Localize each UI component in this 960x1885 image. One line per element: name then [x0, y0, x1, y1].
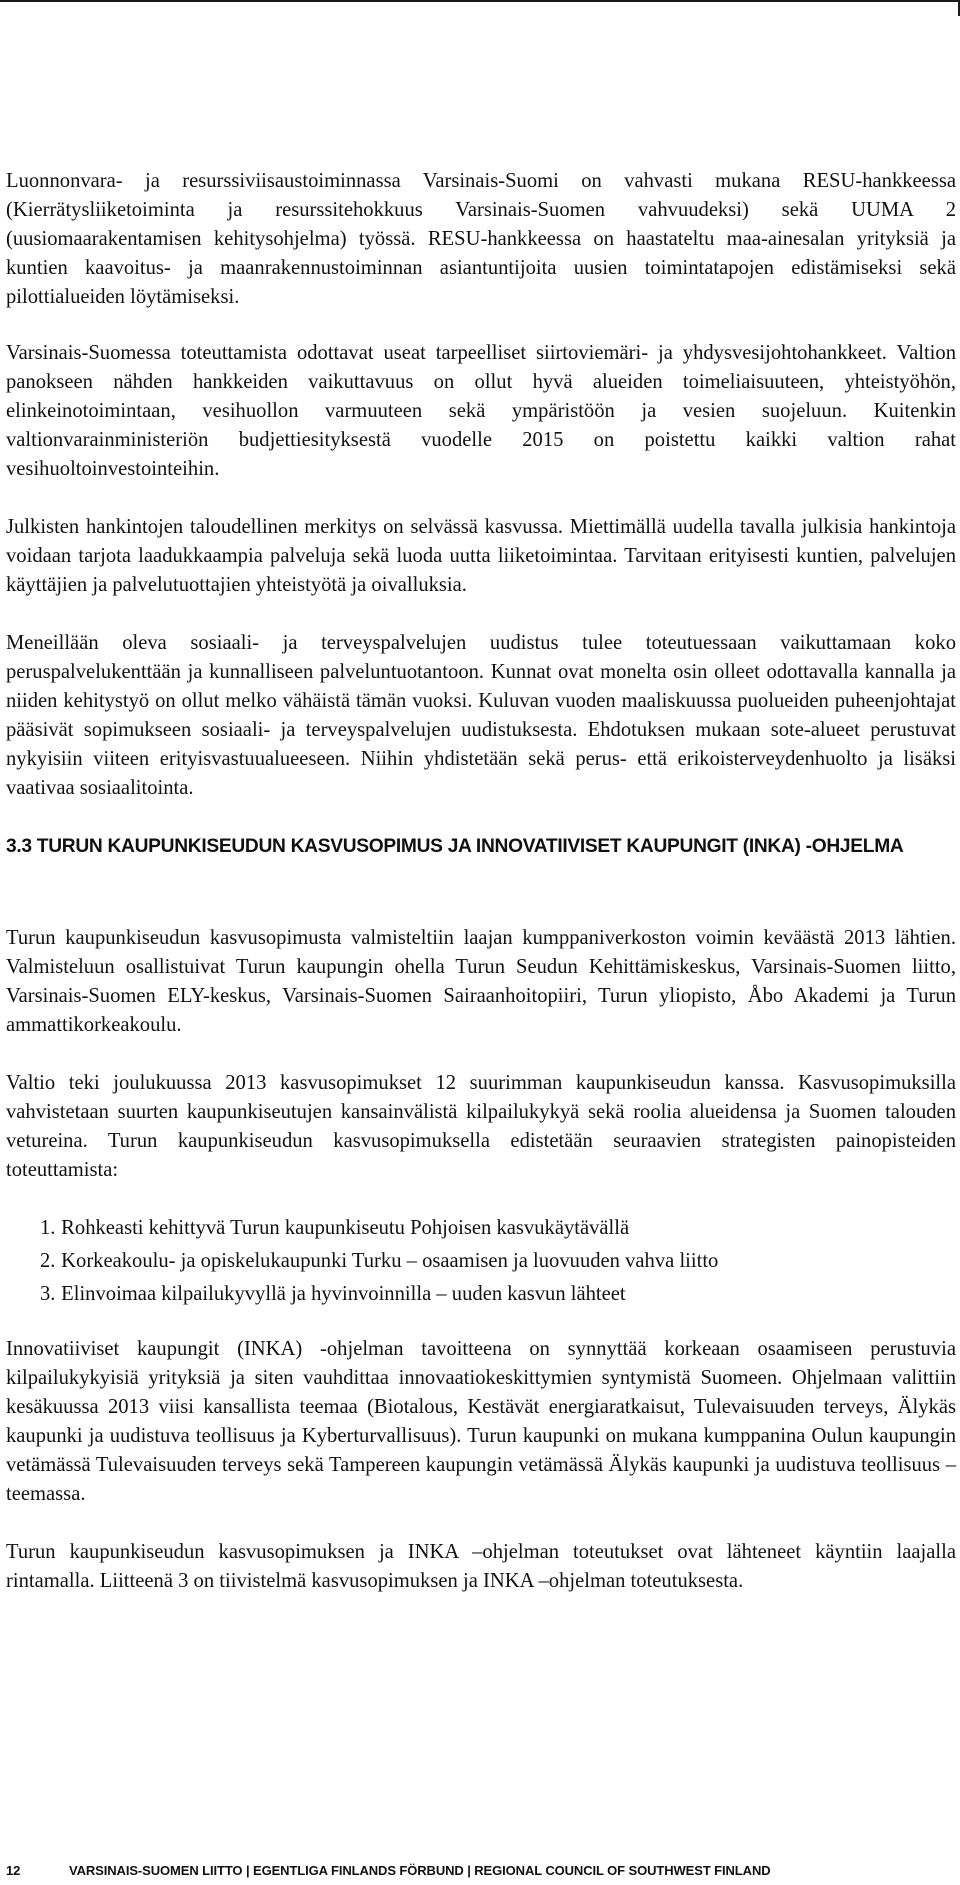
list-item-number: 1.	[40, 1217, 56, 1239]
body-text	[6, 167, 956, 1625]
top-rule	[0, 0, 960, 2]
footer-publisher: VARSINAIS-SUOMEN LIITTO | EGENTLIGA FINLANDS FÖRBUND | REGIONAL COUNCIL OF SOUTHWEST FINLAND	[69, 1863, 771, 1878]
paragraph: Meneillään oleva sosiaali- ja terveyspalvelujen uudistus tulee toteutuessaan vaikuttamaan koko peruspalvelukenttään ja kunnalliseen palveluntuotantoon. Kunnat ovat monelta osin olleet odottavalla kannalla ja niiden kehitystyö on ollut melko vähäistä tämän vuoksi. Kuluvan vuoden maaliskuussa puolueiden puheenjohtajat pääsivät sopimukseen sosiaali- ja terveyspalvelujen uudistuksesta. Ehdotuksen mukaan sote-alueet perustuvat nykyisiin viiteen erityisvastuualueeseen. Niihin yhdistetään sekä perus- että erikoisterveydenhuolto ja lisäksi vaativaa sosiaalitointa.	[6, 632, 956, 799]
paragraph: Turun kaupunkiseudun kasvusopimusta valmisteltiin laajan kumppaniverkoston voimin keväästä 2013 lähtien. Valmisteluun osallistuivat Turun kaupungin ohella Turun Seudun Kehittämiskeskus, Varsinais-Suomen liitto, Varsinais-Suomen ELY-keskus, Varsinais-Suomen Sairaanhoitopiiri, Turun yliopisto, Åbo Akademi ja Turun ammattikorkeakoulu.	[6, 927, 956, 1036]
page-number: 12	[6, 1863, 21, 1878]
list-item-number: 3.	[40, 1283, 56, 1305]
list-item	[40, 1280, 956, 1309]
list-item	[40, 1247, 956, 1276]
paragraph: Turun kaupunkiseudun kasvusopimuksen ja INKA –ohjelman toteutukset ovat lähteneet käyntiin laajalla rintamalla. Liitteenä 3 on tiivistelmä kasvusopimuksen ja INKA –ohjelman toteutuksesta.	[6, 1541, 956, 1592]
paragraph: Valtio teki joulukuussa 2013 kasvusopimukset 12 suurimman kaupunkiseudun kanssa. Kasvusopimuksilla vahvistetaan suurten kaupunkiseutujen kansainvälistä kilpailukykyä sekä roolia alueidensa ja Suomen talouden vetureina. Turun kaupunkiseudun kasvusopimuksella edistetään seuraavien strategisten painopisteiden toteuttamista:	[6, 1072, 956, 1181]
paragraph: Innovatiiviset kaupungit (INKA) -ohjelman tavoitteena on synnyttää korkeaan osaamiseen perustuvia kilpailukykyisiä yrityksiä ja siten vauhdittaa innovaatiokeskittymien syntymistä Suomeen. Ohjelmaan valittiin kesäkuussa 2013 viisi kansallista teemaa (Biotalous, Kestävät energiaratkaisut, Tulevaisuuden terveys, Älykäs kaupunki ja uudistuva teollisuus ja Kyberturvallisuus). Turun kaupunki on mukana kumppanina Oulun kaupungin vetämässä Tulevaisuuden terveys sekä Tampereen kaupungin vetämässä Älykäs kaupunki ja uudistuva teollisuus – teemassa.	[6, 1338, 956, 1505]
paragraph: Varsinais-Suomessa toteuttamista odottavat useat tarpeelliset siirtoviemäri- ja yhdysvesijohtohankkeet. Valtion panokseen nähden hankkeiden vaikuttavuus on ollut hyvä alueiden toimeliaisuuteen, yhteistyöhön, elinkeinotoimintaan, vesihuollon varmuuteen sekä ympäristöön ja vesien suojeluun. Kuitenkin valtionvarainministeriön budjettiesityksestä vuodelle 2015 on poistettu kaikki valtion rahat vesihuoltoinvestointeihin.	[6, 342, 956, 480]
paragraph: Luonnonvara- ja resurssiviisaustoiminnassa Varsinais-Suomi on vahvasti mukana RESU-hankkeessa (Kierrätysliiketoiminta ja resurssitehokkuus Varsinais-Suomen vahvuudeksi) sekä UUMA 2 (uusiomaarakentamisen kehitysohjelma) työssä. RESU-hankkeessa on haastateltu maa-ainesalan yrityksiä ja kuntien kaavoitus- ja maanrakennustoiminnan asiantuntijoita uusien toimintatapojen edistämiseksi sekä pilottialueiden löytämiseksi.	[6, 170, 956, 308]
list-item-text: Elinvoimaa kilpailukyvyllä ja hyvinvoinnilla – uuden kasvun lähteet	[61, 1283, 626, 1305]
section-heading: 3.3 TURUN KAUPUNKISEUDUN KASVUSOPIMUS JA INNOVATIIVISET KAUPUNGIT (INKA) -OHJELMA	[6, 836, 904, 857]
list-item-text: Rohkeasti kehittyvä Turun kaupunkiseutu Pohjoisen kasvukäytävällä	[61, 1217, 630, 1239]
list-item-text: Korkeakoulu- ja opiskelukaupunki Turku – osaamisen ja luovuuden vahva liitto	[61, 1250, 719, 1272]
list-item-number: 2.	[40, 1250, 56, 1272]
paragraph: Julkisten hankintojen taloudellinen merkitys on selvässä kasvussa. Miettimällä uudella tavalla julkisia hankintoja voidaan tarjota laadukkaampia palveluja sekä luoda uutta liiketoimintaa. Tarvitaan erityisesti kuntien, palvelujen käyttäjien ja palvelutuottajien yhteistyötä ja oivalluksia.	[6, 516, 956, 596]
page-footer	[6, 1863, 771, 1883]
list-item	[40, 1214, 956, 1243]
numbered-list	[6, 1214, 956, 1309]
